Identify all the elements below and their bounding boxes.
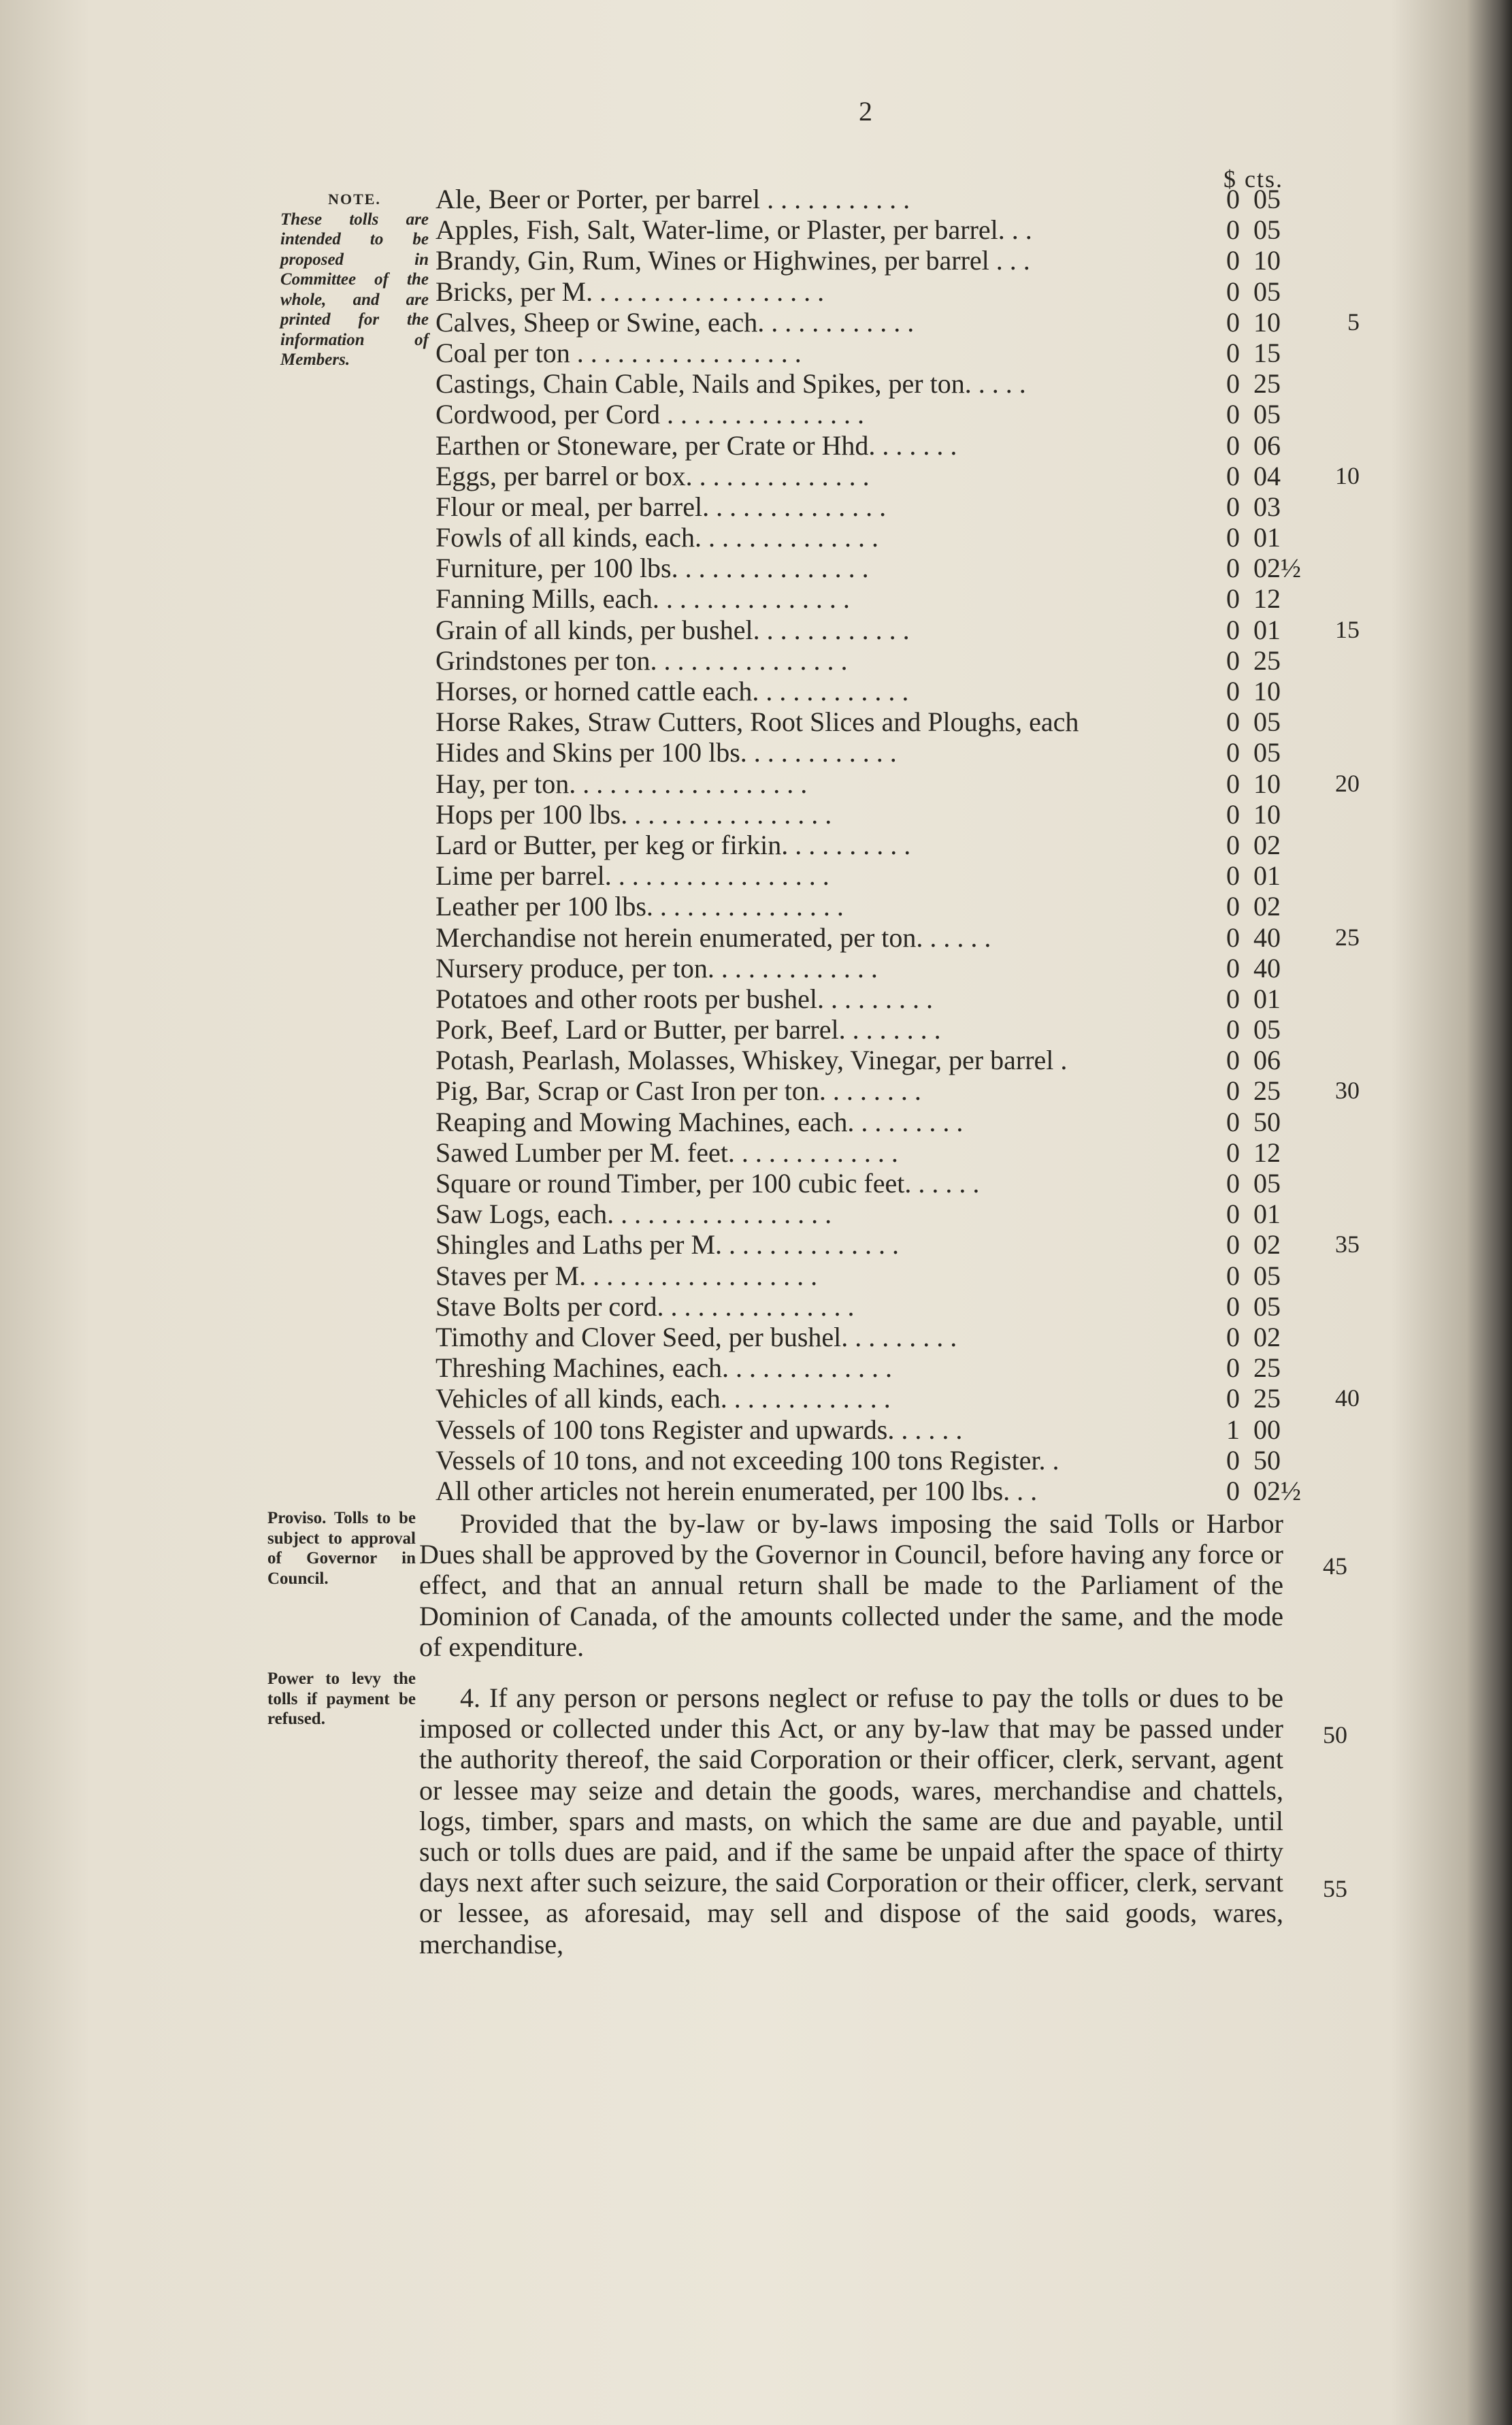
line-number: 30 [1335,1077,1360,1105]
toll-dollars: 0 [1226,1137,1240,1168]
toll-dollars: 0 [1226,1260,1240,1291]
toll-row [422,1137,1361,1168]
toll-item-label: Shingles and Laths per M. . . . . . . . . . . . . . [435,1229,900,1260]
toll-dollars: 0 [1226,614,1240,645]
toll-cents: 02 [1253,1321,1281,1352]
toll-cents: 05 [1253,737,1281,768]
column-header-dollars-cents: $ cts. [1223,165,1283,193]
toll-row [422,553,1361,583]
toll-dollars: 0 [1226,1106,1240,1137]
toll-dollars: 0 [1226,1075,1240,1107]
section-number: 4. [460,1682,480,1713]
toll-cents: 02 [1253,829,1281,860]
margin-note-head: NOTE. [328,191,381,208]
toll-dollars: 1 [1226,1414,1240,1445]
toll-cents: 01 [1253,1199,1281,1230]
toll-row [422,1414,1361,1445]
toll-dollars: 0 [1226,1383,1240,1414]
toll-row [422,214,1361,245]
toll-dollars: 0 [1226,891,1240,922]
toll-item-label: Vessels of 100 tons Register and upwards. . . . . . [435,1414,963,1445]
toll-item-label: Staves per M. . . . . . . . . . . . . . . . . . [435,1260,818,1291]
toll-cents: 01 [1253,983,1281,1014]
toll-item-label: Cordwood, per Cord . . . . . . . . . . . . . . . [435,399,864,430]
toll-item-label: Sawed Lumber per M. feet. . . . . . . . . . . . . [435,1137,898,1168]
toll-item-label: Fowls of all kinds, each. . . . . . . . . . . . . . [435,522,879,553]
toll-item-label: Threshing Machines, each. . . . . . . . . . . . . [435,1352,892,1384]
toll-cents: 25 [1253,368,1281,400]
toll-row [422,338,1361,368]
toll-dollars: 0 [1226,706,1240,738]
toll-item-label: Hay, per ton. . . . . . . . . . . . . . . . . . [435,768,808,799]
toll-dollars: 0 [1226,1045,1240,1076]
toll-dollars: 0 [1226,1168,1240,1199]
toll-dollars: 0 [1226,337,1240,368]
toll-dollars: 0 [1226,1229,1240,1260]
toll-row [422,1199,1361,1229]
line-number-50: 50 [1323,1721,1347,1748]
toll-row [422,307,1361,338]
toll-cents: 05 [1253,1014,1281,1045]
toll-row [422,676,1361,706]
toll-dollars: 0 [1226,952,1240,983]
toll-row [422,461,1361,491]
toll-row [422,983,1361,1014]
section-4-paragraph [419,1682,1283,1959]
toll-cents: 25 [1253,1352,1281,1384]
toll-dollars: 0 [1226,583,1240,615]
toll-item-label: Reaping and Mowing Machines, each. . . . . . . . . [435,1106,964,1137]
toll-item-label: Horses, or horned cattle each. . . . . . . . . . . . [435,676,909,706]
toll-item-label: Bricks, per M. . . . . . . . . . . . . . . . . . [435,276,825,307]
toll-item-label: Leather per 100 lbs. . . . . . . . . . . . . . . [435,891,844,922]
toll-item-label: Grindstones per ton. . . . . . . . . . . . . . . [435,645,848,676]
toll-cents: 40 [1253,952,1281,983]
toll-dollars: 0 [1226,1199,1240,1230]
toll-item-label: Potash, Pearlash, Molasses, Whiskey, Vinegar, per barrel . [435,1045,1068,1076]
toll-row [422,1229,1361,1260]
toll-row [422,830,1361,860]
toll-item-label: Hops per 100 lbs. . . . . . . . . . . . . . . . [435,798,832,830]
toll-row [422,583,1361,614]
toll-row [422,953,1361,983]
toll-dollars: 0 [1226,983,1240,1014]
toll-item-label: Saw Logs, each. . . . . . . . . . . . . . . . . [435,1199,832,1230]
margin-note-body: These tolls are intended to be proposed in Committee of the whole, and are printed for the information of Members. [280,210,429,369]
toll-item-label: Vessels of 10 tons, and not exceeding 100 tons Register. . [435,1444,1059,1476]
toll-table [422,184,1361,1506]
toll-item-label: Potatoes and other roots per bushel. . . . . . . . . [435,983,933,1014]
toll-row [422,1045,1361,1075]
toll-dollars: 0 [1226,829,1240,860]
toll-cents: 10 [1253,245,1281,276]
line-number-45: 45 [1323,1552,1347,1580]
toll-row [422,1107,1361,1137]
toll-dollars: 0 [1226,1014,1240,1045]
toll-item-label: Merchandise not herein enumerated, per ton. . . . . . [435,922,991,953]
toll-cents: 00 [1253,1414,1281,1445]
toll-row [422,399,1361,429]
toll-dollars: 0 [1226,429,1240,461]
toll-item-label: Pig, Bar, Scrap or Cast Iron per ton. . . . . . . . [435,1075,921,1107]
toll-cents: 02½ [1253,553,1301,584]
toll-item-label: Lime per barrel. . . . . . . . . . . . . . . . . [435,860,829,892]
toll-dollars: 0 [1226,860,1240,892]
toll-cents: 05 [1253,1260,1281,1291]
toll-item-label: Furniture, per 100 lbs. . . . . . . . . . . . . . . [435,553,869,584]
toll-dollars: 0 [1226,553,1240,584]
line-number: 10 [1335,461,1360,489]
section-4-text: If any person or persons neglect or refuse to pay the tolls or dues to be imposed or collected under this Act, or any by-law that may be passed under the authority thereof, the said Corporation or their officer, clerk, servant, agent or lessee may seize and detain the goods, wares, merchandise and chattels, logs, timber, spars and masts, on which the same are due and payable, until such or tolls dues are paid, and if the same be unpaid after the space of thirty days next after such seizure, the said Corporation or their officer, clerk, servant or lessee, as aforesaid, may sell and dispose of the said goods, wares, merchandise, [419,1682,1284,1959]
toll-row [422,276,1361,307]
toll-row [422,706,1361,737]
toll-row [422,891,1361,922]
toll-item-label: Lard or Butter, per keg or firkin. . . . . . . . . . [435,829,911,860]
margin-note-tolls [280,189,429,370]
toll-cents: 05 [1253,276,1281,307]
line-number: 25 [1335,923,1360,951]
toll-row [422,491,1361,522]
toll-cents: 01 [1253,522,1281,553]
toll-row [422,1383,1361,1414]
margin-note-proviso: Proviso. Tolls to be subject to approval of Governor in Council. [267,1509,416,1588]
toll-cents: 01 [1253,860,1281,892]
toll-cents: 02 [1253,1229,1281,1260]
toll-row [422,1168,1361,1199]
toll-dollars: 0 [1226,491,1240,522]
line-number: 15 [1335,615,1360,643]
toll-dollars: 0 [1226,1352,1240,1384]
toll-cents: 25 [1253,645,1281,676]
toll-dollars: 0 [1226,645,1240,676]
toll-row [422,768,1361,799]
toll-cents: 50 [1253,1444,1281,1476]
toll-row [422,860,1361,891]
line-number: 40 [1335,1384,1360,1412]
toll-item-label: All other articles not herein enumerated, per 100 lbs. . . [435,1475,1038,1506]
toll-row [422,245,1361,276]
toll-cents: 04 [1253,460,1281,491]
toll-item-label: Stave Bolts per cord. . . . . . . . . . . . . . . [435,1290,855,1322]
toll-item-label: Vehicles of all kinds, each. . . . . . . . . . . . . [435,1383,891,1414]
proviso-paragraph [419,1508,1283,1662]
toll-dollars: 0 [1226,922,1240,953]
toll-cents: 12 [1253,583,1281,615]
line-number: 5 [1347,308,1360,336]
toll-cents: 10 [1253,768,1281,799]
toll-item-label: Coal per ton . . . . . . . . . . . . . . . . . [435,337,802,368]
toll-row [422,645,1361,676]
margin-note-power-to-levy: Power to levy the tolls if payment be refused. [267,1670,416,1728]
toll-cents: 15 [1253,337,1281,368]
proviso-text: Provided that the by-law or by-laws imposing the said Tolls or Harbor Dues shall be approved by the Governor in Council, before having any force or effect, and that an annual return shall be made to the Parliament of the Dominion of Canada, of the amounts collected under the same, and the mode of expenditure. [419,1508,1283,1662]
toll-cents: 05 [1253,706,1281,738]
toll-item-label: Castings, Chain Cable, Nails and Spikes, per ton. . . . . [435,368,1026,400]
toll-row [422,1322,1361,1352]
toll-row [422,615,1361,645]
toll-row [422,1291,1361,1322]
toll-cents: 12 [1253,1137,1281,1168]
toll-item-label: Timothy and Clover Seed, per bushel. . . . . . . . . [435,1321,957,1352]
toll-cents: 05 [1253,214,1281,246]
toll-dollars: 0 [1226,676,1240,706]
toll-dollars: 0 [1226,245,1240,276]
toll-cents: 06 [1253,429,1281,461]
toll-cents: 25 [1253,1075,1281,1107]
toll-row [422,922,1361,953]
toll-row [422,1476,1361,1506]
toll-row [422,430,1361,461]
toll-item-label: Pork, Beef, Lard or Butter, per barrel. . . . . . . . [435,1014,941,1045]
toll-dollars: 0 [1226,184,1240,214]
toll-item-label: Horse Rakes, Straw Cutters, Root Slices and Ploughs, each [435,706,1079,738]
toll-dollars: 0 [1226,1475,1240,1506]
toll-item-label: Nursery produce, per ton. . . . . . . . . . . . . [435,952,878,983]
toll-dollars: 0 [1226,1321,1240,1352]
toll-cents: 40 [1253,922,1281,953]
toll-row [422,737,1361,768]
toll-row [422,1445,1361,1476]
toll-dollars: 0 [1226,798,1240,830]
toll-cents: 01 [1253,614,1281,645]
toll-dollars: 0 [1226,1444,1240,1476]
toll-dollars: 0 [1226,399,1240,430]
toll-dollars: 0 [1226,1290,1240,1322]
toll-row [422,1075,1361,1106]
toll-item-label: Grain of all kinds, per bushel. . . . . . . . . . . . [435,614,910,645]
toll-row [422,1352,1361,1383]
toll-row [422,184,1361,214]
toll-dollars: 0 [1226,276,1240,307]
toll-cents: 50 [1253,1106,1281,1137]
line-number: 35 [1335,1231,1360,1258]
toll-item-label: Flour or meal, per barrel. . . . . . . . . . . . . . [435,491,887,522]
toll-item-label: Apples, Fish, Salt, Water-lime, or Plaster, per barrel. . . [435,214,1032,246]
toll-cents: 03 [1253,491,1281,522]
toll-cents: 25 [1253,1383,1281,1414]
toll-item-label: Eggs, per barrel or box. . . . . . . . . . . . . . [435,460,870,491]
toll-item-label: Hides and Skins per 100 lbs. . . . . . . . . . . . [435,737,897,768]
toll-cents: 02 [1253,891,1281,922]
toll-cents: 05 [1253,1290,1281,1322]
toll-cents: 10 [1253,306,1281,338]
toll-dollars: 0 [1226,768,1240,799]
toll-dollars: 0 [1226,214,1240,246]
toll-dollars: 0 [1226,737,1240,768]
toll-dollars: 0 [1226,460,1240,491]
toll-item-label: Earthen or Stoneware, per Crate or Hhd. . . . . . . [435,429,957,461]
page-number: 2 [859,96,872,127]
toll-row [422,522,1361,553]
toll-item-label: Square or round Timber, per 100 cubic feet. . . . . . [435,1168,980,1199]
toll-dollars: 0 [1226,306,1240,338]
toll-cents: 02½ [1253,1475,1301,1506]
toll-cents: 10 [1253,676,1281,706]
toll-dollars: 0 [1226,368,1240,400]
toll-row [422,1260,1361,1291]
line-number: 20 [1335,769,1360,797]
toll-item-label: Ale, Beer or Porter, per barrel . . . . . . . . . . . [435,184,910,214]
line-number-55: 55 [1323,1875,1347,1902]
toll-dollars: 0 [1226,522,1240,553]
toll-item-label: Calves, Sheep or Swine, each. . . . . . . . . . . . [435,306,915,338]
toll-row [422,1014,1361,1045]
toll-cents: 05 [1253,1168,1281,1199]
toll-cents: 05 [1253,184,1281,214]
toll-row [422,368,1361,399]
toll-cents: 10 [1253,798,1281,830]
toll-cents: 06 [1253,1045,1281,1076]
toll-item-label: Brandy, Gin, Rum, Wines or Highwines, per barrel . . . [435,245,1030,276]
toll-item-label: Fanning Mills, each. . . . . . . . . . . . . . . [435,583,850,615]
toll-cents: 05 [1253,399,1281,430]
toll-row [422,799,1361,830]
